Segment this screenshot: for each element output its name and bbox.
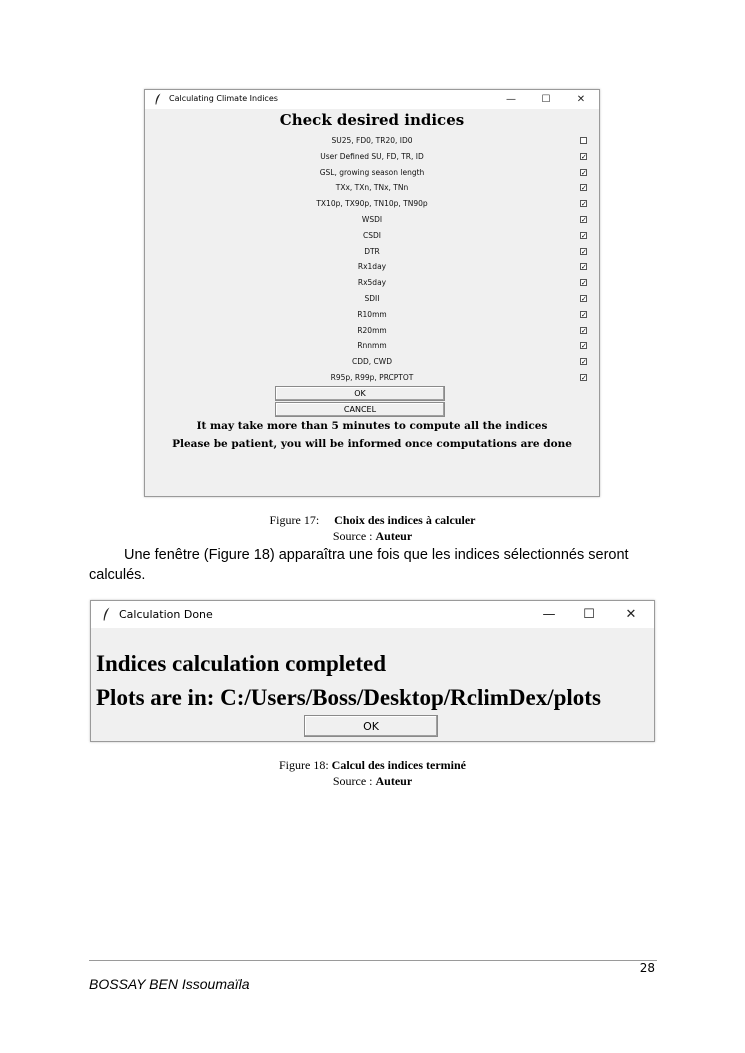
index-row bbox=[145, 370, 599, 386]
index-label: SDII bbox=[364, 293, 380, 303]
feather-icon bbox=[154, 93, 162, 105]
indices-list bbox=[145, 133, 599, 386]
minimize-button[interactable]: — bbox=[506, 94, 516, 105]
window-title: Calculating Climate Indices bbox=[169, 94, 278, 103]
index-label: R95p, R99p, PRCPTOT bbox=[330, 372, 414, 382]
source-value: Auteur bbox=[375, 774, 413, 788]
body-paragraph: Une fenêtre (Figure 18) apparaîtra une fois que les indices sélectionnés seront calculés. bbox=[89, 547, 629, 583]
window-title: Calculation Done bbox=[119, 608, 213, 621]
index-checkbox[interactable]: ✓ bbox=[581, 310, 587, 319]
index-row bbox=[145, 307, 599, 323]
completion-message: Indices calculation completed bbox=[96, 651, 387, 676]
index-label: CDD, CWD bbox=[352, 357, 392, 367]
index-checkbox[interactable]: ✓ bbox=[581, 263, 587, 272]
author-name: BOSSAY BEN Issoumaïla bbox=[89, 976, 250, 992]
ok-button[interactable]: OK bbox=[275, 386, 445, 401]
index-label: User Defined SU, FD, TR, ID bbox=[320, 151, 424, 161]
index-label: WSDI bbox=[361, 214, 383, 224]
ok-button[interactable]: OK bbox=[304, 715, 438, 737]
index-row bbox=[145, 149, 599, 165]
index-row bbox=[145, 323, 599, 339]
index-row bbox=[145, 228, 599, 244]
index-label: SU25, FD0, TR20, ID0 bbox=[331, 136, 413, 145]
index-row bbox=[145, 338, 599, 354]
index-checkbox[interactable] bbox=[580, 137, 587, 144]
caption-title: Calcul des indices terminé bbox=[331, 758, 466, 772]
patience-note: Please be patient, you will be informed once computations are done bbox=[172, 438, 572, 450]
title-bar bbox=[91, 601, 654, 628]
index-row bbox=[145, 259, 599, 275]
duration-note: It may take more than 5 minutes to compute all the indices bbox=[196, 420, 548, 432]
feather-icon bbox=[102, 607, 111, 621]
close-button[interactable]: ✕ bbox=[576, 94, 586, 105]
index-label: DTR bbox=[364, 246, 380, 256]
caption-number: Figure 17: bbox=[269, 513, 320, 527]
index-row bbox=[145, 354, 599, 370]
climate-indices-window bbox=[144, 89, 600, 497]
caption-number: Figure 18: bbox=[279, 758, 329, 772]
index-checkbox[interactable]: ✓ bbox=[581, 231, 587, 240]
caption-title: Choix des indices à calculer bbox=[334, 513, 476, 527]
index-checkbox[interactable]: ✓ bbox=[581, 294, 587, 303]
maximize-button[interactable]: ☐ bbox=[583, 607, 595, 622]
figure-18-caption bbox=[0, 758, 745, 773]
index-checkbox[interactable]: ✓ bbox=[581, 326, 587, 335]
index-label: CSDI bbox=[363, 230, 381, 240]
index-checkbox[interactable]: ✓ bbox=[581, 184, 587, 193]
check-indices-heading: Check desired indices bbox=[279, 111, 465, 129]
source-prefix: Source : bbox=[332, 529, 373, 543]
calculation-done-window bbox=[90, 600, 655, 742]
index-checkbox[interactable]: ✓ bbox=[581, 342, 587, 351]
index-label: Rx5day bbox=[357, 278, 387, 288]
close-button[interactable]: ✕ bbox=[625, 607, 637, 622]
index-checkbox[interactable]: ✓ bbox=[581, 152, 587, 161]
index-label: TX10p, TX90p, TN10p, TN90p bbox=[316, 199, 428, 209]
figure-17-caption bbox=[0, 513, 745, 528]
figure-18-source bbox=[0, 774, 745, 789]
figure-17-source bbox=[0, 529, 745, 544]
index-label: R10mm bbox=[357, 309, 387, 319]
index-row bbox=[145, 291, 599, 307]
minimize-button[interactable]: — bbox=[542, 607, 556, 622]
page-number: 28 bbox=[639, 961, 655, 975]
index-checkbox[interactable]: ✓ bbox=[581, 358, 587, 367]
maximize-button[interactable]: ☐ bbox=[541, 94, 551, 105]
index-row bbox=[145, 165, 599, 181]
index-checkbox[interactable]: ✓ bbox=[581, 373, 587, 382]
index-label: GSL, growing season length bbox=[319, 167, 425, 177]
index-label: Rnnmm bbox=[357, 341, 387, 351]
plots-path-message: Plots are in: C:/Users/Boss/Desktop/RclimDex/plots bbox=[96, 685, 601, 710]
title-bar bbox=[145, 90, 599, 109]
index-checkbox[interactable]: ✓ bbox=[581, 247, 587, 256]
footer-divider bbox=[89, 960, 657, 961]
index-row bbox=[145, 196, 599, 212]
index-row bbox=[145, 133, 599, 149]
index-label: Rx1day bbox=[357, 262, 387, 272]
index-checkbox[interactable]: ✓ bbox=[581, 200, 587, 209]
cancel-button[interactable]: CANCEL bbox=[275, 402, 445, 417]
index-label: TXx, TXn, TNx, TNn bbox=[335, 183, 409, 193]
index-row bbox=[145, 212, 599, 228]
index-label: R20mm bbox=[357, 325, 387, 335]
source-prefix: Source : bbox=[332, 774, 373, 788]
index-row bbox=[145, 244, 599, 260]
source-value: Auteur bbox=[375, 529, 413, 543]
index-row bbox=[145, 275, 599, 291]
index-checkbox[interactable]: ✓ bbox=[581, 279, 587, 288]
index-row bbox=[145, 180, 599, 196]
index-checkbox[interactable]: ✓ bbox=[581, 168, 587, 177]
index-checkbox[interactable]: ✓ bbox=[581, 215, 587, 224]
